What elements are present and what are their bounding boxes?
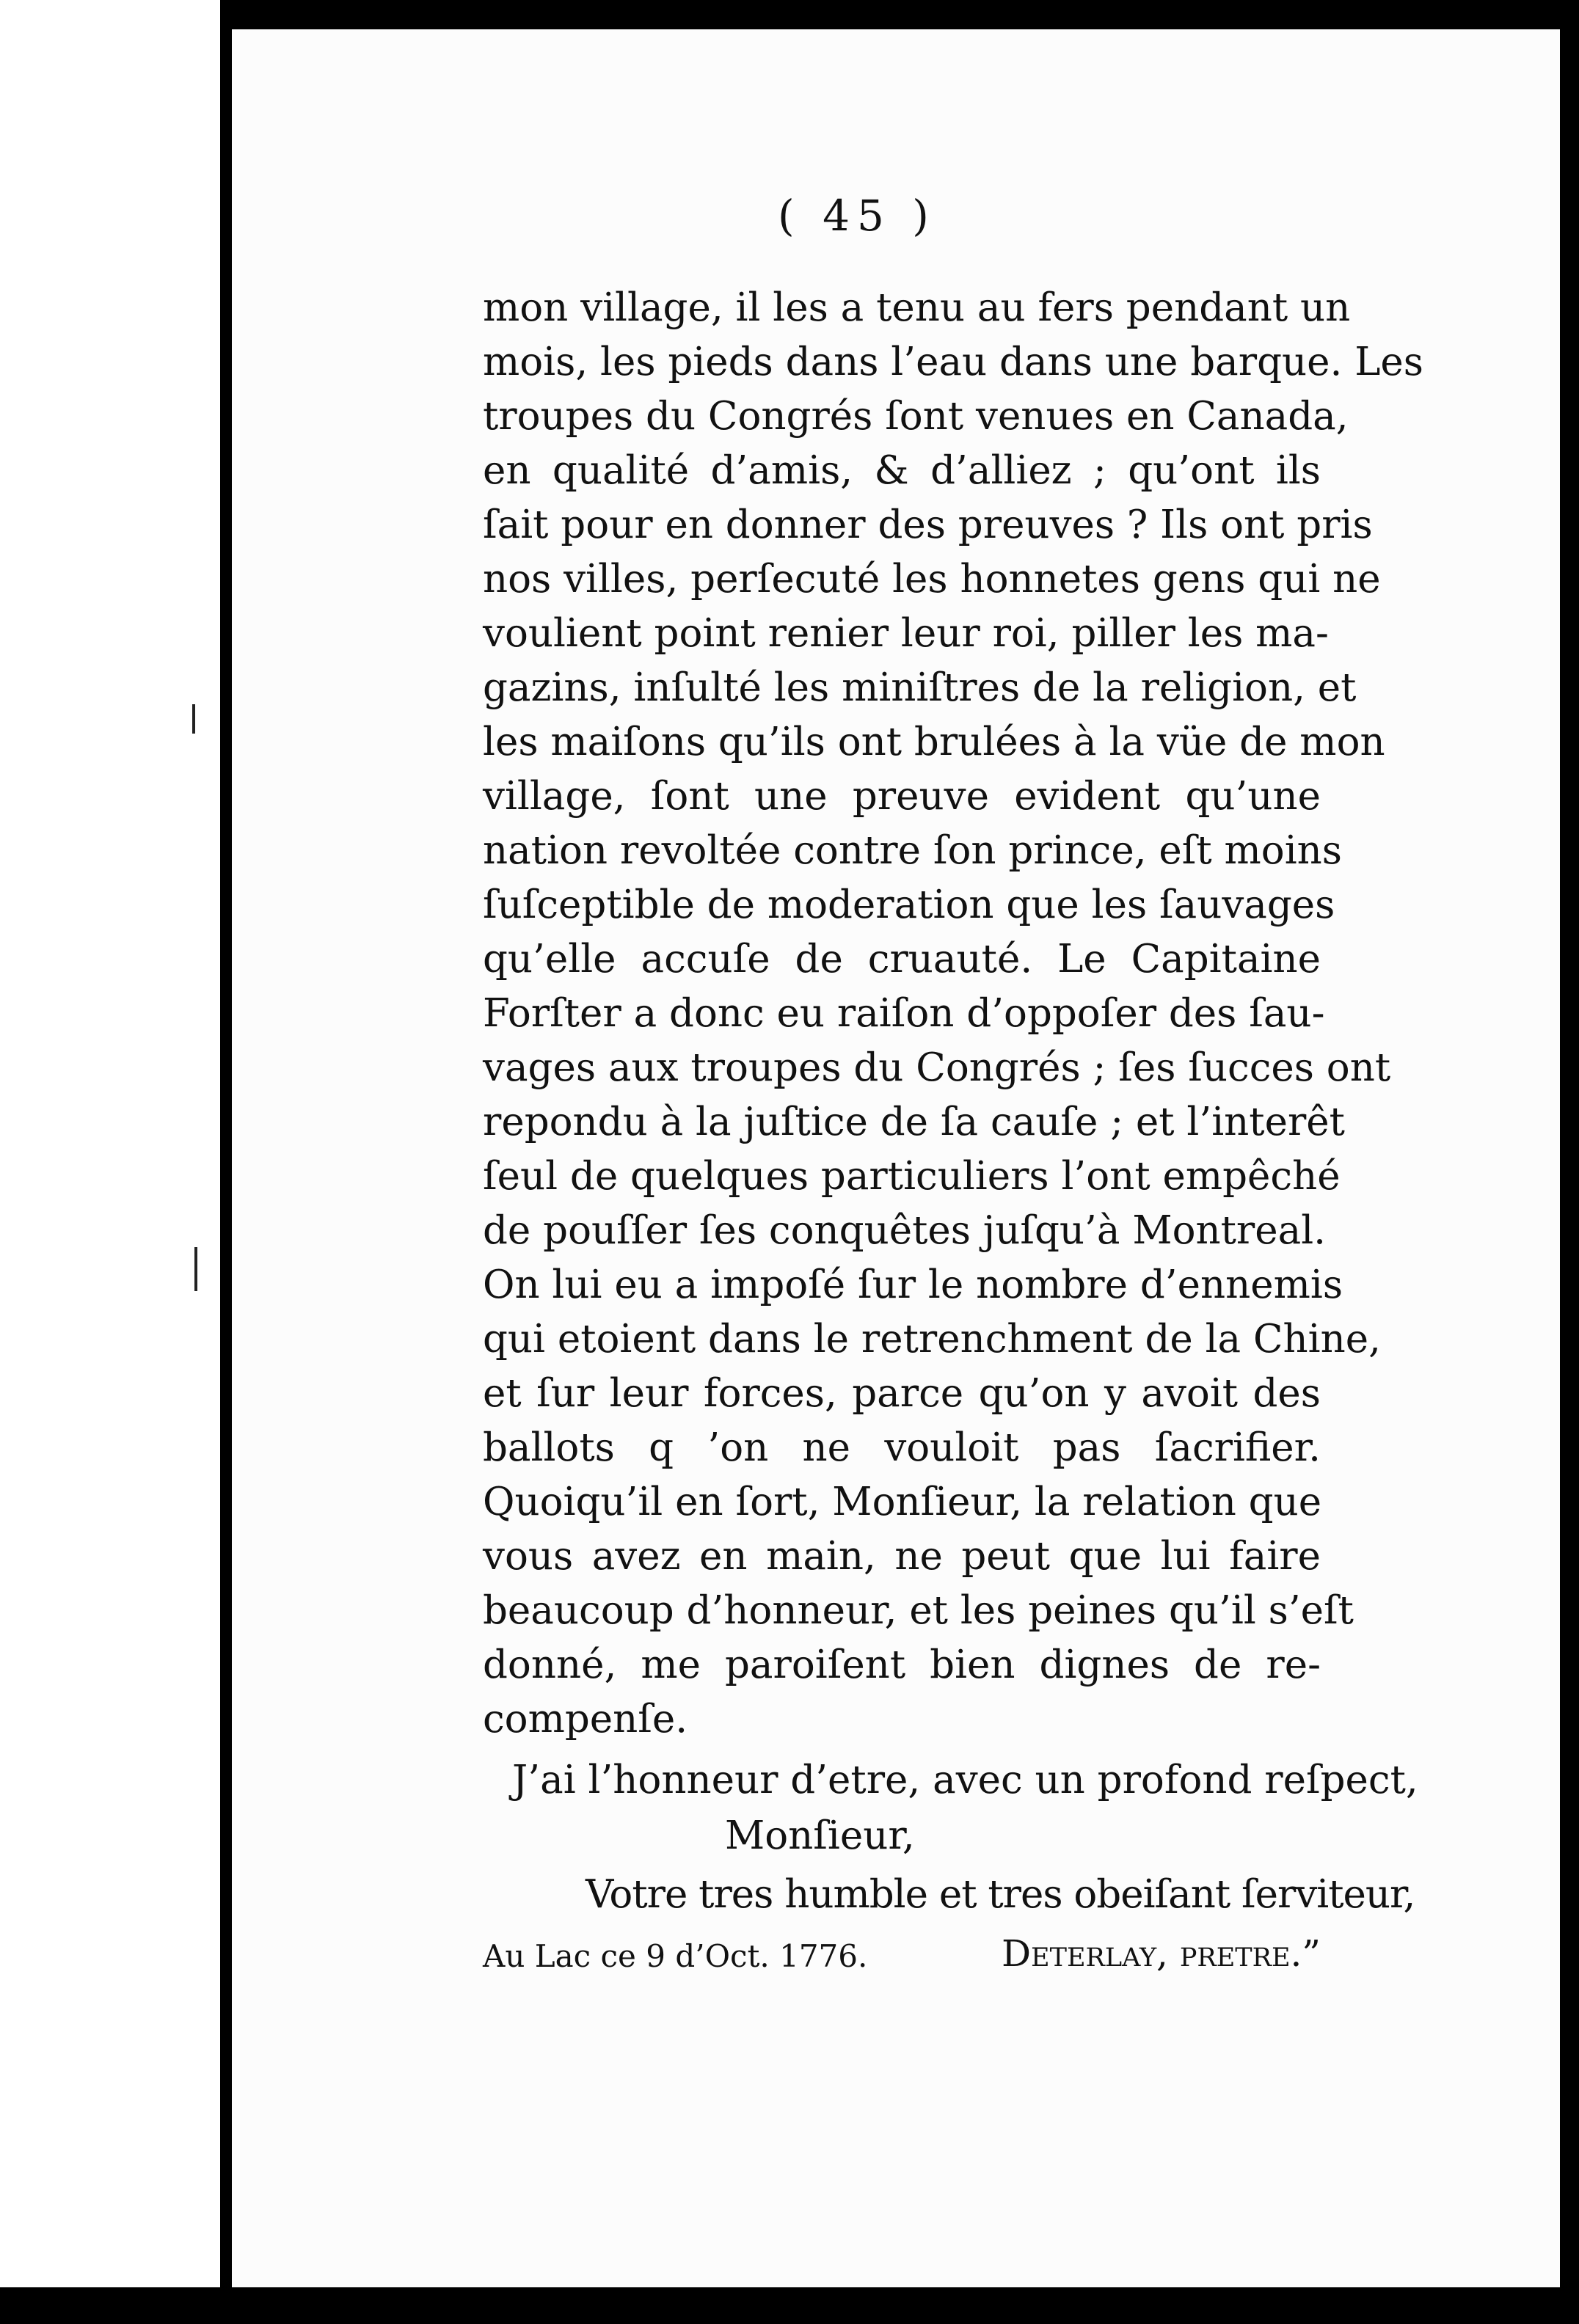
body-line: de pouſſer ſes conquêtes juſqu’à Montreal. — [483, 1208, 1327, 1253]
body-line: donné, me paroiſent bien dignes de re- — [483, 1642, 1321, 1687]
body-line: nation revoltée contre ſon prince, eſt moins — [483, 828, 1342, 873]
signature-name: Deterlay, pretre.” — [1001, 1932, 1321, 1975]
body-line: qu’elle accuſe de cruauté. Le Capitaine — [483, 937, 1321, 982]
body-line: et ſur leur forces, parce qu’on y avoit des — [483, 1371, 1321, 1416]
body-line: Forſter a donc eu raiſon d’oppoſer des ſau- — [483, 991, 1325, 1036]
closing-servant: Votre tres humble et tres obeiſant ſerviteur, — [586, 1872, 1415, 1917]
body-line: mois, les pieds dans l’eau dans une barque. Les — [483, 340, 1423, 384]
body-line: repondu à la juſtice de ſa cauſe ; et l’interêt — [483, 1100, 1345, 1144]
body-line: troupes du Congrés ſont venues en Canada, — [483, 394, 1349, 439]
body-line: en qualité d’amis, & d’alliez ; qu’ont ils — [483, 448, 1321, 493]
closing-address: Monſieur, — [725, 1813, 915, 1858]
body-line: mon village, il les a tenu au fers pendant un — [483, 285, 1351, 330]
body-line: ballots q ’on ne vouloit pas ſacrifier. — [483, 1425, 1321, 1470]
body-line: vous avez en main, ne peut que lui faire — [483, 1534, 1321, 1579]
body-line: gazins, inſulté les miniſtres de la religion, et — [483, 665, 1357, 710]
body-line: ſait pour en donner des preuves ? Ils ont pris — [483, 503, 1373, 547]
margin-mark — [194, 1247, 197, 1291]
body-line: ſuſceptible de moderation que les ſauvages — [483, 883, 1335, 927]
body-line: ſeul de quelques particuliers l’ont empêché — [483, 1154, 1341, 1199]
body-line: village, ſont une preuve evident qu’une — [483, 774, 1321, 819]
body-line: vages aux troupes du Congrés ; ſes ſucces ont — [483, 1045, 1391, 1090]
facing-page-edge — [0, 0, 230, 2324]
body-line: voulient point renier leur roi, piller les ma- — [483, 611, 1329, 656]
margin-mark — [192, 704, 195, 734]
closing-salutation: J’ai l’honneur d’etre, avec un profond reſpect, — [512, 1758, 1418, 1802]
scan-border — [0, 2287, 1579, 2324]
body-line: les maiſons qu’ils ont brulées à la vüe de mon — [483, 720, 1385, 764]
body-line: Quoiqu’il en ſort, Monſieur, la relation que — [483, 1480, 1322, 1524]
body-line: On lui eu a impoſé ſur le nombre d’ennemis — [483, 1263, 1343, 1307]
body-line: beaucoup d’honneur, et les peines qu’il s’eſt — [483, 1588, 1354, 1633]
body-line: nos villes, perſecuté les honnetes gens qui ne — [483, 557, 1381, 602]
page-number: ( 45 ) — [778, 191, 936, 241]
body-line: compenſe. — [483, 1697, 688, 1742]
signature-place-date: Au Lac ce 9 d’Oct. 1776. — [483, 1938, 868, 1974]
body-line: qui etoient dans le retrenchment de la Chine, — [483, 1317, 1381, 1362]
